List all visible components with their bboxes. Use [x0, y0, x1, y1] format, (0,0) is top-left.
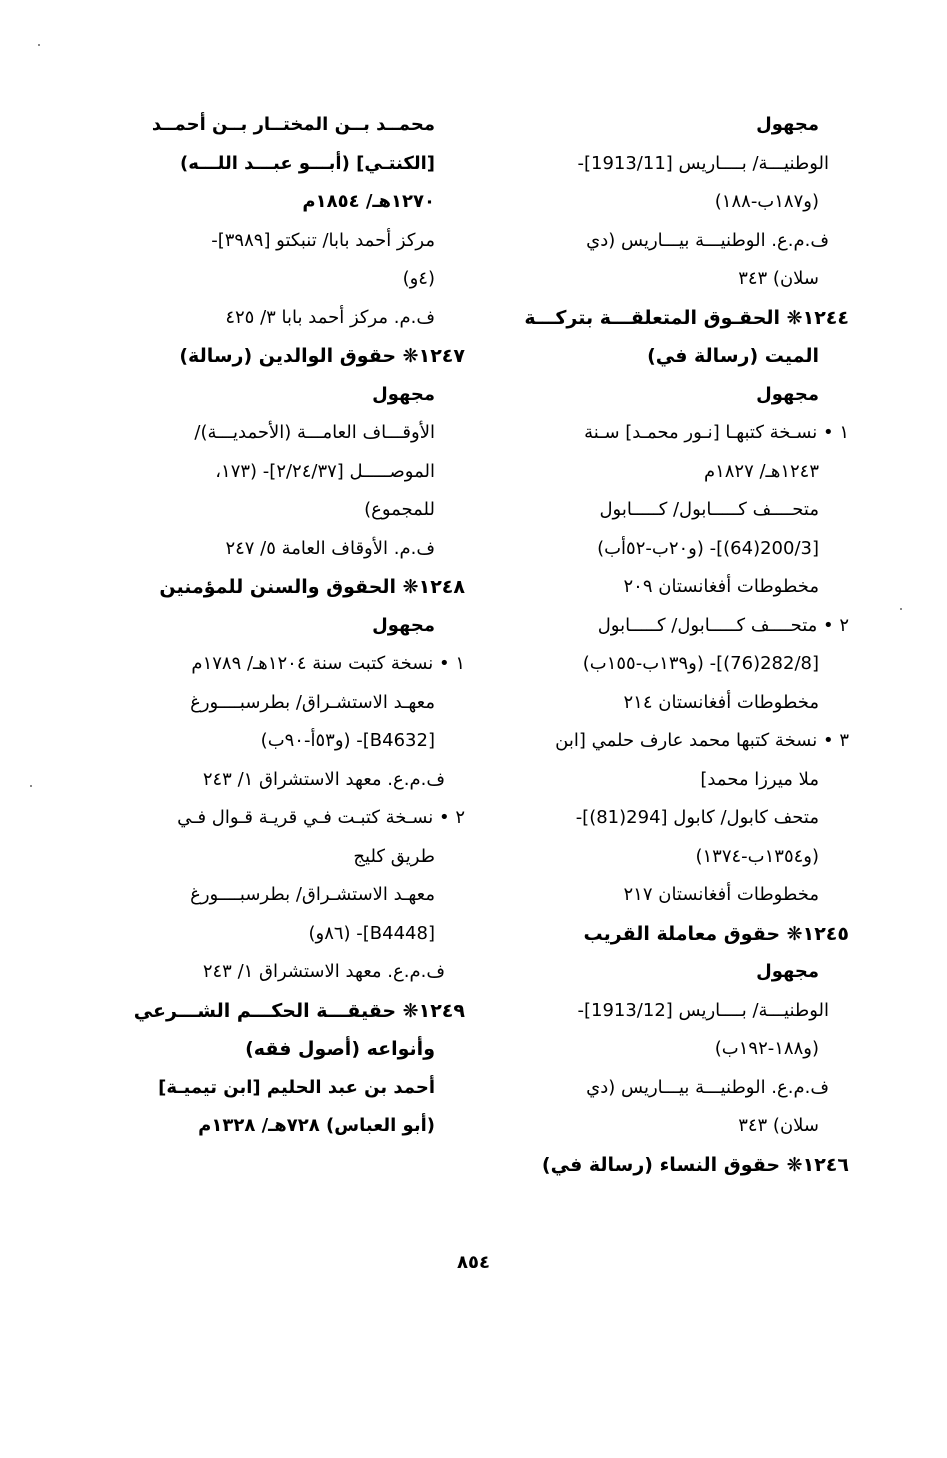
text-line: مجهول	[756, 383, 819, 405]
text-line: ملا ميرزا محمد]	[700, 768, 819, 790]
text-line: مخطوطات أفغانستان ٢١٤	[623, 691, 819, 713]
scan-speck	[30, 785, 32, 787]
text-line: أحمد بن عبد الحليم [ابن تيميـة]	[158, 1076, 435, 1098]
left-column	[100, 106, 465, 1146]
text-line: ف.م. الأوقاف العامة ٥/ ٢٤٧	[225, 537, 435, 559]
text-line: الوطنيـــة/ بــــاريس [1913/11]-	[577, 152, 829, 174]
entry-heading: ١٢٤٩❋ حقيقـــة الحكـــم الشـــرعي	[133, 999, 465, 1022]
text-line: ف.م.ع. الوطنيـــة بيـــاريس (دي	[586, 229, 829, 251]
text-line: (و١٨٧ب-١٨٨)	[714, 191, 819, 212]
text-line: ١٢٤٣هـ/ ١٨٢٧م	[703, 460, 819, 482]
text-line: معهـد الاستشـراق/ بطرسبــــورغ	[190, 691, 435, 713]
text-line: ف.م. مركز أحمد بابا ٣/ ٤٢٥	[225, 306, 435, 328]
right-column	[489, 106, 849, 1184]
scan-speck	[38, 44, 40, 46]
text-line: [200/3(64)]- (و٢٠ب-٥٢أب)	[597, 537, 819, 559]
entry-heading: وأنواعه (أصول فقه)	[245, 1038, 435, 1060]
text-line: سلان) ٣٤٣	[738, 268, 819, 289]
text-line: مجهول	[372, 383, 435, 405]
entry-heading: ١٢٤٨❋ الحقوق والسنن للمؤمنين	[159, 576, 465, 598]
text-line: متحــــف كـــــابول/ كـــــابول	[599, 499, 819, 520]
text-line: [B4448]- (٨٦و)	[308, 922, 435, 944]
text-line: الأوقـــاف العامـــة (الأحمديـــة)/	[194, 422, 435, 443]
text-line: [الكنتـي] (أبـــو عبـــد اللـــه)	[180, 152, 435, 174]
text-line: طريق كليج	[353, 845, 435, 867]
text-line: (أبو العباس) ٧٢٨هـ/ ١٣٢٨م	[198, 1115, 435, 1136]
text-line: مجهول	[372, 614, 435, 636]
text-line: للمجموع)	[364, 499, 435, 520]
text-line: ١ • نسـخة كتبهـا [نـور محمـد] سـنة	[584, 422, 849, 443]
text-line: (و١٨٨-١٩٢ب)	[714, 1038, 819, 1059]
text-line: مجهول	[756, 961, 819, 982]
text-line: ٣ • نسخة كتبها محمد عارف حلمي [ابن	[555, 730, 849, 751]
text-line: مخطوطات أفغانستان ٢١٧	[623, 884, 819, 905]
entry-heading: ١٢٤٥❋ حقوق معاملة القريب	[583, 922, 849, 945]
text-line: [282/8(76)]- (و١٣٩ب-١٥٥ب)	[582, 653, 819, 674]
entry-heading: ١٢٤٧❋ حقوق الوالدين (رسالة)	[179, 345, 465, 367]
text-line: الوطنيـــة/ بــــاريس [1913/12]-	[577, 999, 829, 1021]
text-line: [B4632]- (و٥٣أ-٩٠ب)	[260, 730, 435, 751]
text-line: ٢ • متحــــف كـــــابول/ كـــــابول	[597, 614, 849, 636]
text-line: ٢ • نسـخة كتبـت فـي قريـة قـوال فـي	[177, 807, 465, 828]
page-number: ٨٥٤	[457, 1252, 490, 1273]
entry-heading: ١٢٤٤❋ الحقـوق المتعلقـــة بتركـــة	[524, 306, 849, 329]
text-line: ف.م.ع. معهد الاستشراق ١/ ٢٤٣	[202, 961, 445, 982]
text-line: سلان) ٣٤٣	[738, 1115, 819, 1136]
text-line: الموصـــــل [٢/٢٤/٣٧]- (١٧٣،	[215, 460, 435, 482]
text-line: (و١٣٥٤ب-١٣٧٤)	[695, 845, 819, 867]
text-line: ١ • نسخة كتبت سنة ١٢٠٤هـ/ ١٧٨٩م	[191, 653, 465, 674]
text-line: مخطوطات أفغانستان ٢٠٩	[623, 576, 819, 597]
entry-heading: الميت (رسالة في)	[647, 345, 819, 367]
scan-speck	[900, 608, 902, 610]
text-line: ف.م.ع. معهد الاستشراق ١/ ٢٤٣	[202, 768, 445, 790]
text-line: محمــد بــن المختــار بــن أحمــد	[151, 114, 435, 135]
text-line: معهـد الاستشـراق/ بطرسبــــورغ	[190, 884, 435, 905]
text-line: (٤و)	[402, 268, 435, 289]
text-line: مجهول	[756, 114, 819, 135]
text-line: متحف كابول/ كابول [294(81)]-	[575, 807, 819, 828]
text-line: مركز أحمد بابا/ تنبكتو [٣٩٨٩]-	[211, 229, 435, 251]
text-line: ١٢٧٠هـ/ ١٨٥٤م	[302, 191, 435, 212]
entry-heading: ١٢٤٦❋ حقوق النساء (رسالة في)	[541, 1153, 849, 1176]
text-line: ف.م.ع. الوطنيـــة بيـــاريس (دي	[586, 1076, 829, 1098]
